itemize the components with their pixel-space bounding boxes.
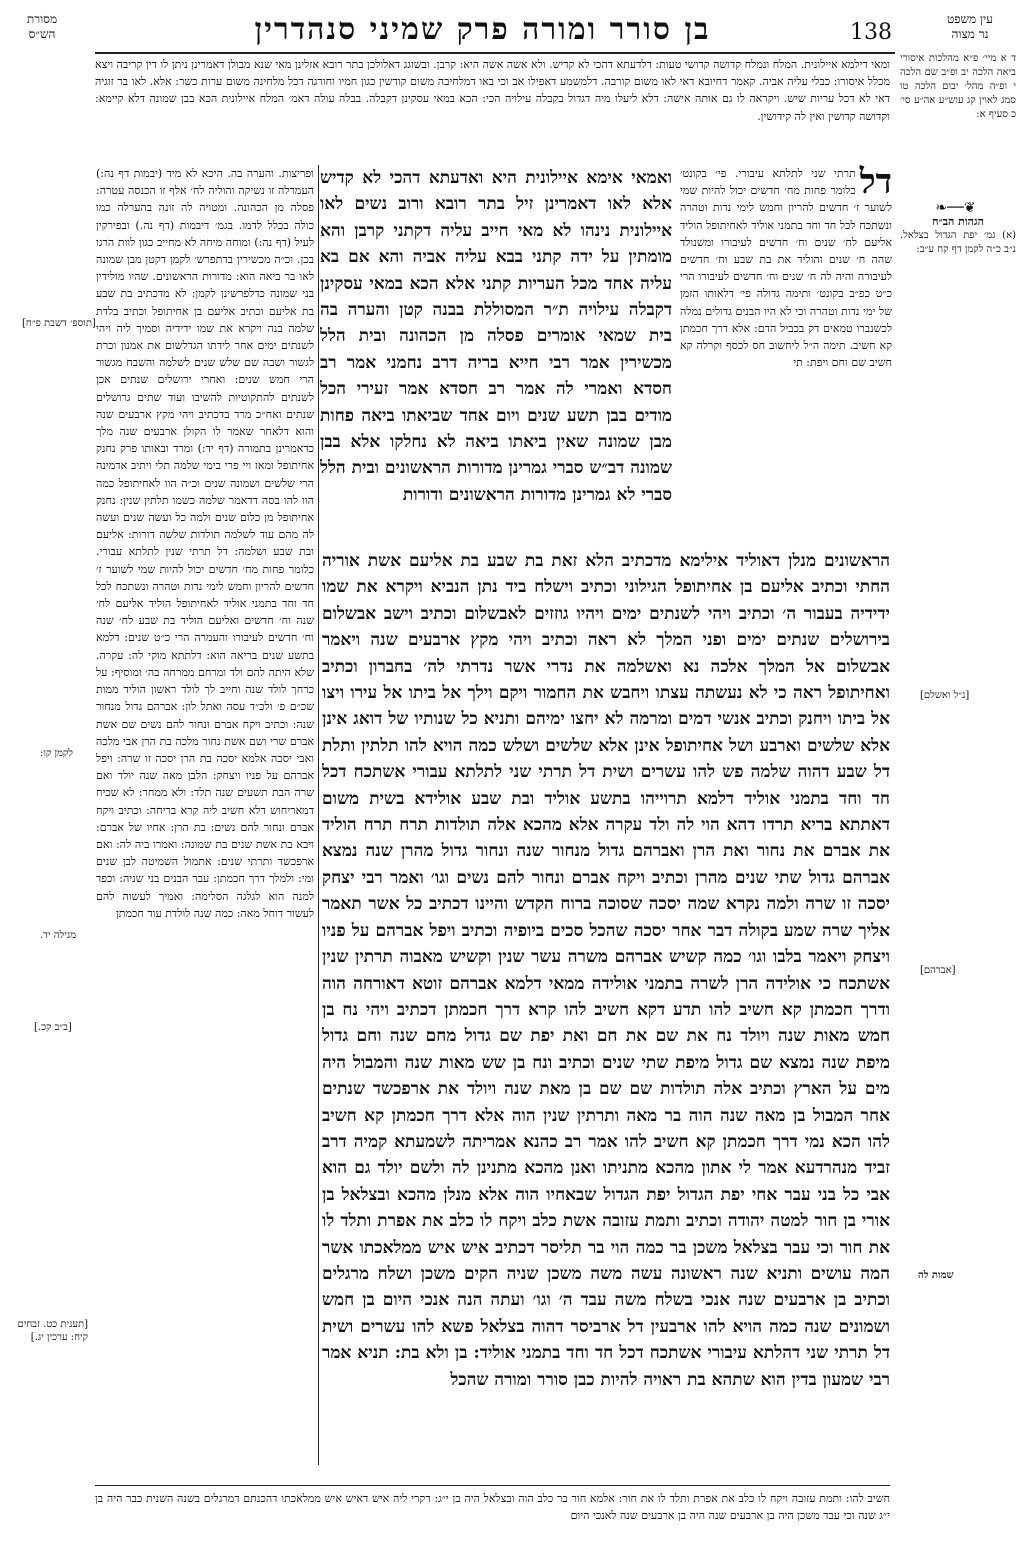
ornament-divider: ❧──❦ bbox=[935, 200, 976, 216]
running-title: בן סורר ומורה פרק שמיני סנהדרין bbox=[254, 12, 711, 47]
header-rule bbox=[95, 52, 895, 54]
margin-note: [נ״ל ואשלם] bbox=[920, 690, 970, 701]
page-number: 138 bbox=[850, 20, 892, 45]
margin-note: שמות לה bbox=[918, 1270, 954, 1281]
gemara-main-block bbox=[322, 548, 890, 1483]
bottom-band bbox=[95, 1490, 890, 1555]
ein-mishpat-label: עין משפט נר מצוה bbox=[947, 12, 993, 41]
commentary-left-column bbox=[96, 165, 314, 1470]
bottom-rule bbox=[95, 1485, 890, 1486]
dropcap: דל bbox=[859, 165, 892, 202]
commentary-right-text: תרתי שני לתלתא עיבורי. פי׳ בקונט׳ כלומר פחות מח׳ חדשים יכול להיות שמי לשוער ז׳ חדשים להריון וחמש לימי נדות וטהרה ונשתכח לכל חד וחד בתמני אוליד לאחיתופל הוליד אליעם לח׳ שנים וח׳ חדשים לעיבורו ומשנולד שהה ח׳ שנים והוליד את בת שבע וח׳ חדשים לעיבורה והיה לה ח׳ שנים וח׳ חדשים לעיבורו הרי כ״ט כפ״ב בקונט׳ ותימה גדולה פי׳ דלאותו הזמן של ימי נדות וטהרה וכי לא היו הבנים גדולים נמלה לכשנברו טמאים דק בכביל הדם: אלא דרך חכמתן קא חשיב. תימה ה״ל ליחשוב חס לכסף וקרלה קא חשיב שם וחם ויפת: תי bbox=[680, 167, 892, 370]
ein-mishpat-column bbox=[900, 52, 1016, 172]
commentary-left-text: ופריצות. והערה בה. היכא לא מיד (יבמות דף נה:) העמרלה זו נשיקה והוליה לח׳ אלף זו הכנסה עטרה: פסלה מן הכהונה. ומטויה לה זונה בהערלה כמו כולה בכלל לדמו. בגמ׳ דיבמות (דף נה.) ובפירקין לעיל (דף נה:) ומוחה מיחה לא מחייב כגון לוות הרגו בכן. וכ״ה מכשירין בדתפרש׳ לקמן דקטן מבן שמונה לאו בר ביאה הוא: מדורות הראשונים. שהיו מולידין בני שמונה כדלפרשינן לקמן: לא מדכתיב בת שבע בת אליעם וכתיב אליעם בן אחיתופל וכתיב בלדת שלמה בנה ויקרא את שמו ידידיה וסמיך ליה ויהי לשנתים ימים אחר לידתו הגדלשום את אמנון וכרת לגשור ושבה שם שלש שנים לשלמה והשבח מגשור הרי חמש שנים: ואחרי ירושלים שנתים אכן לשנתים להתקוטיות להשיבו ועוד שתים גרושלים שנתים ואח״כ מרד בדכתיב ויהי מקץ ארבעים שנה והוא דלאחר שאמר לו הקולן ארבעים שנה מלך כדאמרינן בתמורה (דף יד:) ומרד ובאותו פרק נחנק אחיתופל ומאז ויי פרי בימי שלמה תלי ויתיב אדמינה הרי שלשים ושמונה שנים וכ״ה הוו לאחיתופל כמה הוו להו בסה דדאמר שלמה כשמו תלתין שנין: נחנק אחיתופל מן כלום שנים ולמה כל ועשה שנים ועשה לה מהם עוד לשלמה תולדות שלשה דורות: אליעם ובת שבע ושלמה: דל תרתי שנין לתלתא עבורי. כלומר פחות מח׳ חדשים יכול להיות שמי לשוער ז׳ חדשים להריון וחמש לימי נדות וטהרה ונשתכח לכל חד וחד בתמני אוליד לאחיתופל הוליד אליעם לח׳ שנה וח׳ חדשים ואליעם הוליד בת שבע לח׳ שנה וח׳ חדשים לעיבורו והעמרה הרי כ״ט שנים: דלמא בתשע שנים בריאה הוא: דלתתא מוקי לה: עקרה. שלא היתה להם ולד ומרחם ממרחה בה׳ ומוסיף: על כרחך לולד שנה וחייב לך לולד ראשון הוליד ממות שכ״ם פ׳ ולכ״ד עסה ואתל לון: אברהם גדול מנחור שנה: וכתיב ויקח אברם ונחור להם נשים שם אשת אברם שרי ושם אשת נחור מלכה בת הרן אבי מלכה ואבי יסכה אלמא יסכה בת הרן יסכה זו שרה: ויפל אברהם על פניו ויצחק: הלבן מאה שנה יולד ואם שרה הבת תשעים שנה תלד: ולא ממחר: לא שכיח דמאריחוש דלא חשיב ליה קרא בריחה: וכתיב ויקח אברם ונחור להם נשים: בת הרן: אחיו של אברם: ויבא בת אשת שנים בת שמונה: ואמרו ביה לה: ואם ארפכשד ותרתי שנים: אתמול השמיטה לבן שנים ומי: ולמלך דרך חכמתן: עבר הבנים בני שניה: וכפד למנה הוא לגלגה הסלימה: ואמיך לעשוה להם לעשור דוחל מאה: כמה שנה לולדת עוד חכמתן bbox=[96, 167, 314, 920]
margin-note: לקמן קו: bbox=[40, 748, 73, 759]
margin-note: [אברהם] bbox=[920, 965, 956, 976]
margin-note: [תוספ׳ דשבת פ״ח] bbox=[22, 318, 96, 329]
gemara-center-text: ואמאי אימא איילונית היא ואדעתא דהכי לא קדיש אלא לאו דאמרינן זיל בתר רובא ורוב נשים לאו איילונית נינהו לא מאי חייב עליה דקתני קרבן והא מומתין על ידה קתני בבא עליה אביה והא אם בא עליה אחד מכל העריות קתני אלא הכא במאי עסקינן דקבלה עילויה ת״ר המסוללת בבנה קטן והערה בה בית שמאי אומרים פסלה מן הכהונה ובית הלל מכשירין אמר רבי חייא בריה דרב נחמני אמר רב חסדא ואמרי לה אמר רב חסדא אמר זעירי הכל מודים בבן תשע שנים ויום אחד שביאתו ביאה פחות מבן שמונה שאין ביאתו ביאה לא נחלקו אלא בבן שמונה דב״ש סברי גמרינן מדורות הראשונים ובית הלל סברי לא גמרינן מדורות הראשונים ודורות bbox=[320, 168, 672, 505]
commentary-right-column bbox=[680, 165, 892, 535]
margin-note: [ב״ב קכ.] bbox=[34, 1022, 72, 1033]
hagahot-heading: הגהות הב״ח bbox=[932, 215, 984, 228]
page-header bbox=[0, 10, 1024, 50]
top-band-text: ומאי דילמא איילונית. המלח ונמלח קדושה קדושי טעות: דלדעתא דהכי לא קדיש. ולא אשה אשה היא: קרבן. ובשוגג דאלולכן בתר רובא אזלינן מאי שנא מבולן דאמרינן ניתן לו דין קריבה ויצא מכלל איסורו: כבלי עליה אביה. קאמר דחיובא דאי לאו משום קורבה. דלמשמע דאפילו אב וכי באו דמלחיבה משום קודשין כגון חמיו וחורגה דכל מלחינה משום ערות כשר: אלא. לאו בר זוגיה דאי לא דכל עריות שיש. ויקראה לו גם אותה אישה: דלא ליעלו מיה דגדול בקבלה עילויה הכי: הכא במאי עסקינן דקבלה. בבלה עולה דאמ׳ המלח איילונית הכא בבן שמונה דלא קיימא: וקדושה קדושין ואין לה קידושין. bbox=[95, 58, 890, 123]
margin-note: [תענית כט. זבחים קיח: ערכין יג.] bbox=[17, 1319, 88, 1343]
column-divider bbox=[318, 165, 319, 1465]
bottom-band-text: חשיב להו: ותמת עזובה ויקח לו כלב את אפרת ותלד לו את חור: אלמא חור בר כלב הוה ובצלאל היה בן י״ג: דקרי ליה איש דאיש איש ממלאכתו דהכנתם דמרגלים בשנה השנית כבר היה בן י״ג שנה וכי עבד משכן היה בן ארבעים שנה היה בן ארבעים שנה לאנכי היום bbox=[95, 1492, 890, 1523]
gemara-main-text: הראשונים מנלן דאוליד אילימא מדכתיב הלא זאת בת שבע בת אליעם אשת אוריה החתי וכתיב אליעם בן אחיתופל הגילוני וכתיב וישלח ביד נתן הנביא ויקרא את שמו ידידיה בעבור ה׳ וכתיב ויהי לשנתים ימים ויהיו גוזזים לאבשלום וכתיב וישב אבשלום בירושלים שנתים ימים ופני המלך לא ראה וכתיב ויהי מקץ ארבעים שנה ויאמר אבשלום אל המלך אלכה נא ואשלמה את נדרי אשר נדרתי לה׳ בחברון וכתיב ואחיתופל ראה כי לא נעשתה עצתו ויחבש את החמור ויקם וילך אל ביתו אל עירו ויצו אל ביתו ויחנק וכתיב אנשי דמים ומרמה לא יחצו ימיהם ותניא כל שנותיו של דואג אינן אלא שלשים וארבע ושל אחיתופל אינן אלא שלשים ושלש כמה הויא להו תלתין ותלת דל שבע דהוה שלמה פש להו עשרים ושית דל תרתי שני לתלתא עבורי אשתכח דכל חד וחד בתמני אוליד דלמא תרוייהו בתשע אוליד ובת שבע אולידא בשית משום דאתתא בריא תרדו דהא הוי לה ולד עקרה אלא מהכא אלה תולדות תרח תרח הוליד את אברם את נחור ואת הרן ואברהם גדול מנחור שנה ונחור גדול מהרן שנה נמצא אברהם גדול שתי שנים מהרן וכתיב ויקח אברם ונחור להם נשים וגו׳ ואמר רבי יצחק יסכה זו שרה ולמה נקרא שמה יסכה שסוכה ברוח הקדש והיינו דכתיב כל אשר תאמר אליך שרה שמע בקולה דבר אחר יסכה שהכל סכים ביופיה וכתיב ויפל אברהם על פניו ויצחק ויאמר בלבו וגו׳ כמה קשיש אברהם משרה עשר שנין וקשיש מאבוה תרתין שנין אשתכח כי אולידה הרן לשרה בתמני אולידה ממאי דלמא אברהם זוטא דאורחה הוה ודרך חכמתן קא חשיב להו תדע דקא חשיב להו קרא דרך חכמתן דכתיב ויהי נח בן חמש מאות שנה ויולד נח את שם את חם ואת יפת שם גדול מחם שנה וחם גדול מיפת שנה נמצא שם גדול מיפת שתי שנים וכתיב ונח בן שש מאות שנה והמבול היה מים על הארץ וכתיב אלה תולדות שם שם בן מאת שנה ויולד את ארפכשד שנתים אחר המבול בן מאה שנה הוה בר מאה ותרתין שנין הוה אלא דרך חכמתן קא חשיב להו הכא נמי דרך חכמתן קא חשיב להו אמר רב כהנא אמריתה לשמעתא קמיה דרב זביד מנהרדעא אמר לי אתון מהכא מתניתו ואנן מהכא מתנינן לה ולשם יולד גם הוא אבי כל בני עבר אחי יפת הגדול יפת הגדול שבאחיו הוה אלא מנלן מהכא ובצלאל בן אורי בן חור למטה יהודה וכתיב ותמת עזובה אשת כלב ויקח לו כלב את אפרת ותלד לו את חור וכי עבר בצלאל משכן בר כמה הוי בר תליסר דכתיב איש איש ממלאכתו אשר המה עושים ותניא שנה ראשונה עשה משה משכן שניה הקים משכן ושלח מרגלים וכתיב בן ארבעים שנה אנכי בשלח משה עבד ה׳ וגו׳ ועתה הנה אנכי היום בן חמש ושמונים שנה כמה הויא להו ארבעין דל ארביסר דהוה בצלאל פשא להו עשרים ושית דל תרתי שני דהלתא עיבורי אשתכח דכל חד וחד בתמני אוליד: בן ולא בת: תניא אמר רבי שמעון בדין הוא שתהא בת ראויה להיות כבן סורר ומורה שהכל bbox=[322, 551, 890, 1390]
hagahot-column bbox=[900, 215, 1016, 295]
ein-mishpat-text: ד א מיי׳ פ״א מהלכות איסורי ביאה הלכה יב ופ״ב שם הלכה י ופ״ה מהל׳ יבום הלכה טו סמג לאוין קג עוש״ע אה״ע סי׳ כ סעיף א: bbox=[900, 53, 1016, 120]
masoret-hashas-label: מסורת הש״ס bbox=[26, 12, 58, 41]
tosafot-top-band bbox=[95, 56, 890, 161]
margin-note: מגילה יד. bbox=[40, 930, 77, 941]
hagahot-text: (א) גמ׳ יפת הגדול בצלאל. נ״ב כ״ה לקמן דף קח ע״ב: bbox=[900, 230, 1016, 255]
gemara-center-block bbox=[320, 165, 672, 543]
